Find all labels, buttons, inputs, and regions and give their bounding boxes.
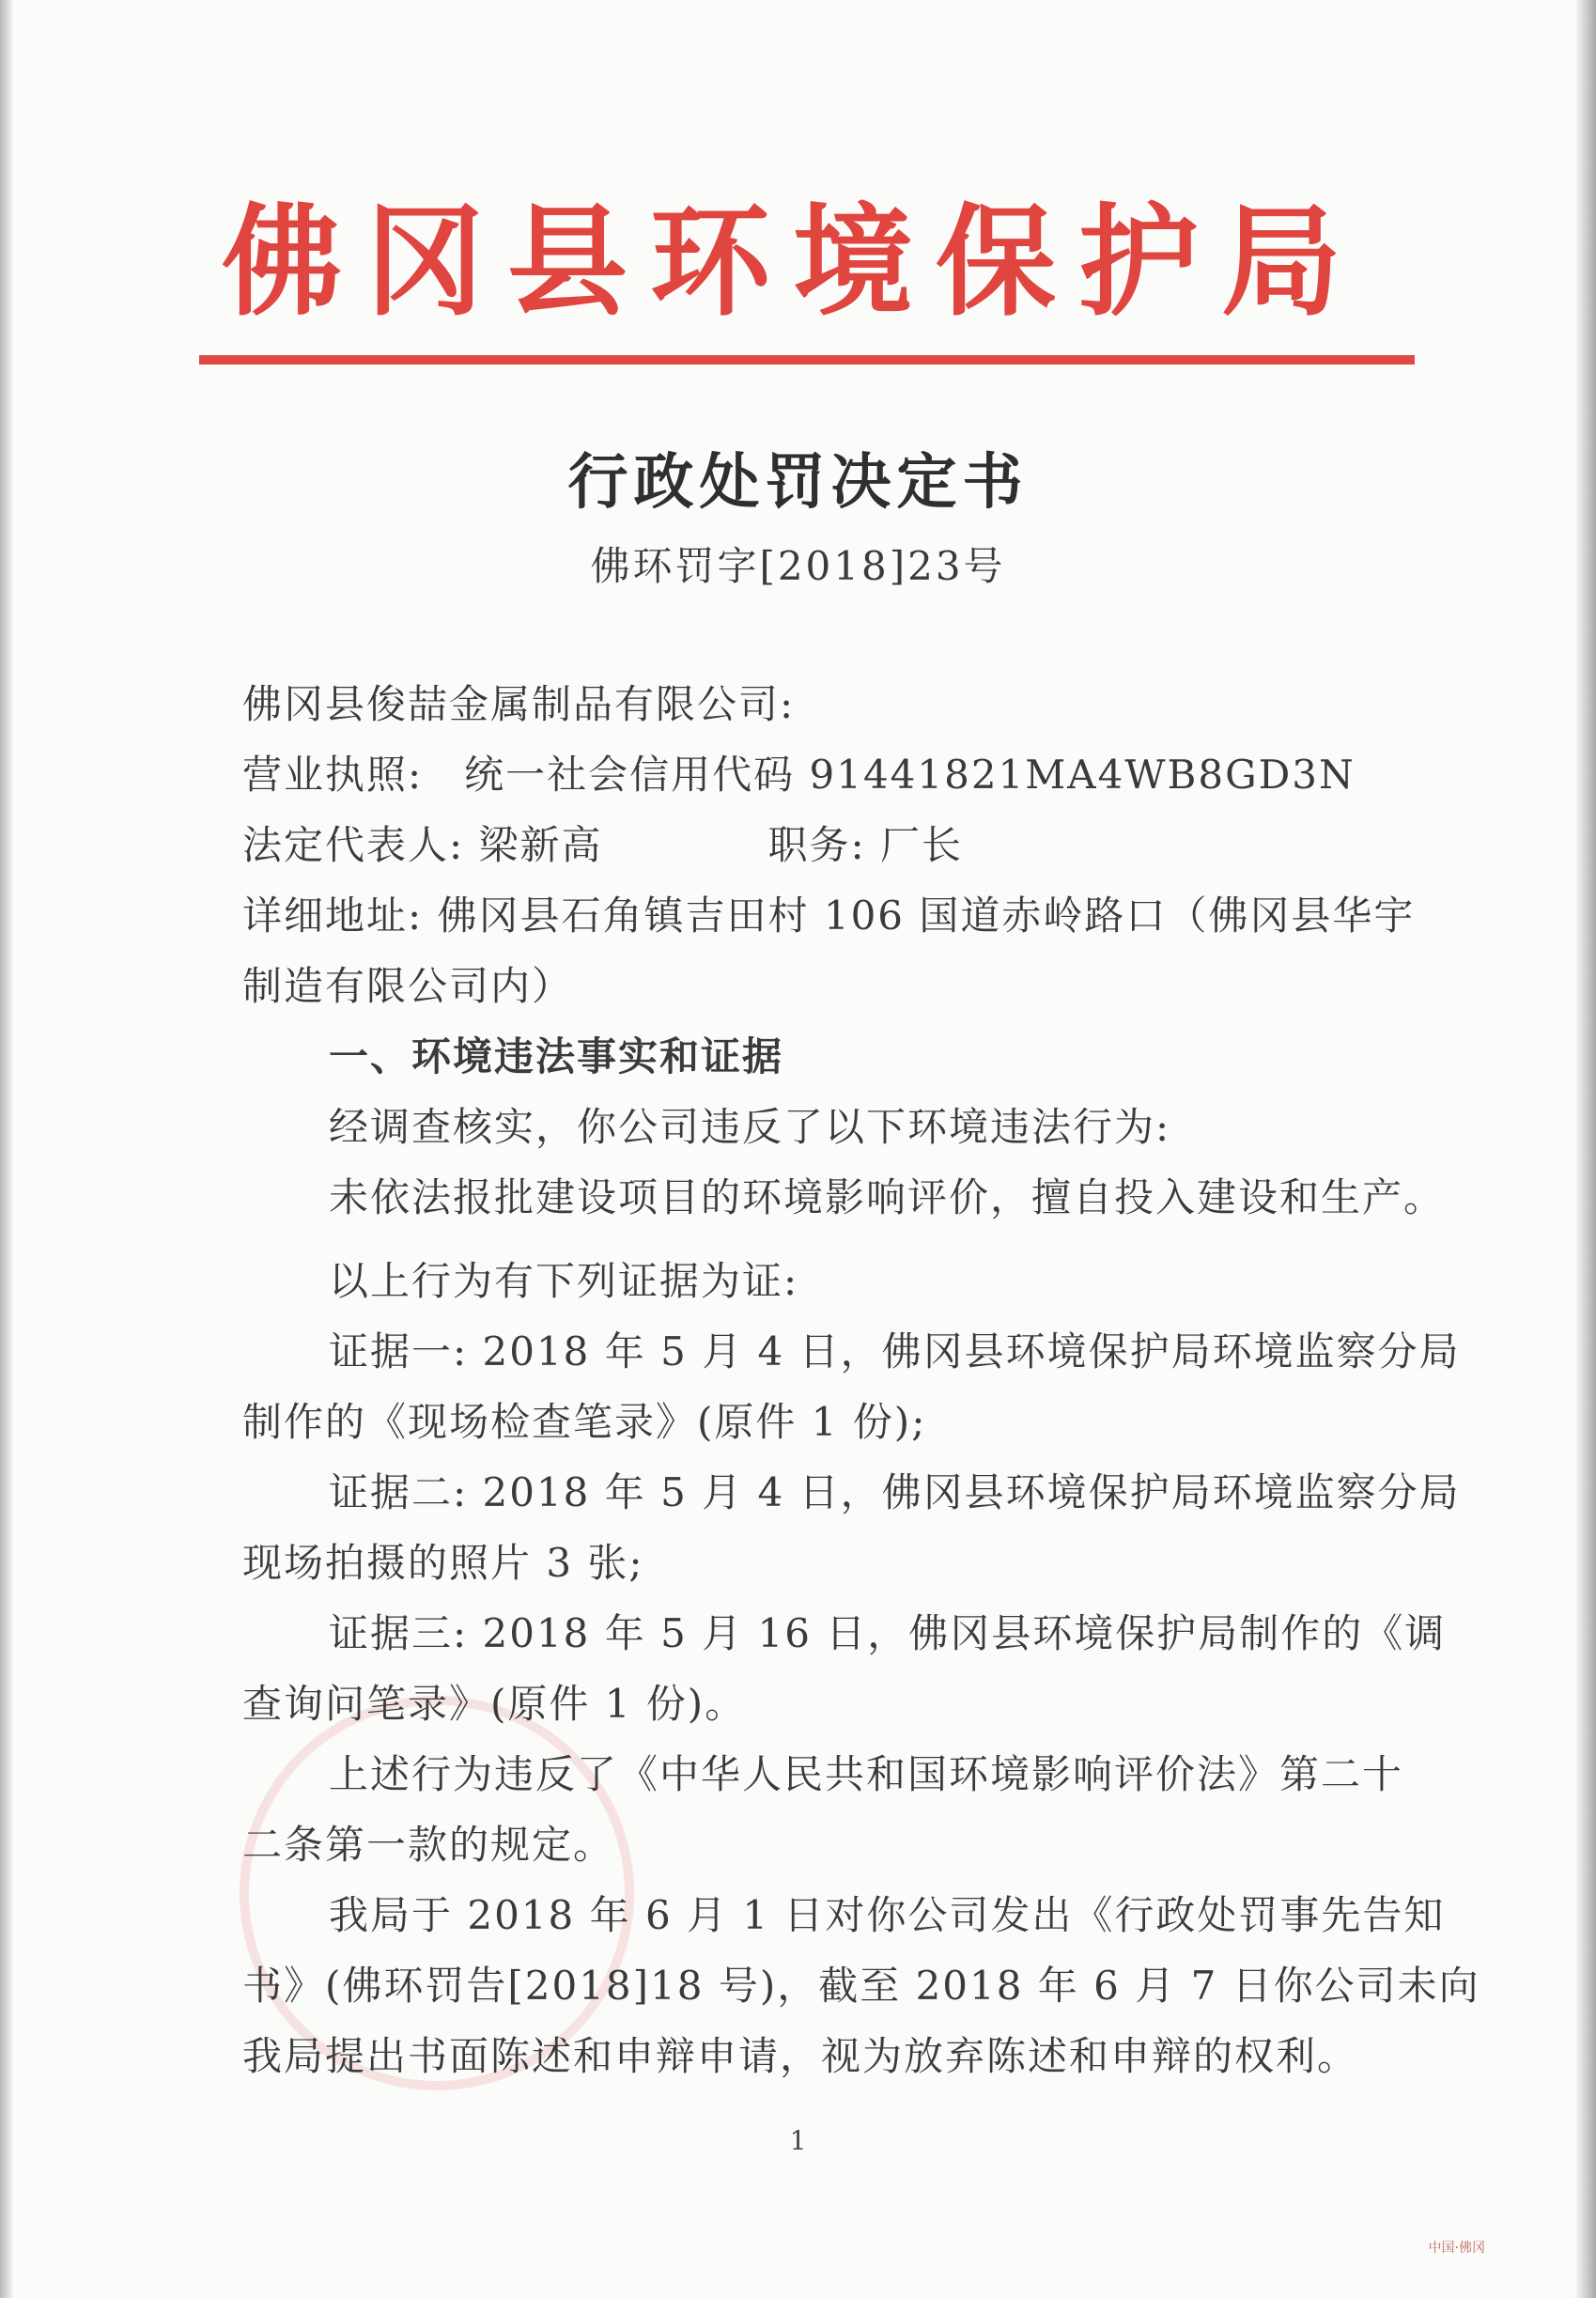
violation-line-1: 上述行为违反了《中华人民共和国环境影响评价法》第二十 — [329, 1751, 1404, 1797]
notice-line-1: 我局于 2018 年 6 月 1 日对你公司发出《行政处罚事先告知 — [329, 1892, 1446, 1938]
business-license-line: 营业执照: 统一社会信用代码 91441821MA4WB8GD3N — [242, 752, 1356, 798]
violation-line-2: 二条第一款的规定。 — [242, 1822, 615, 1868]
letterhead-title: 佛冈县环境保护局 — [221, 193, 1364, 333]
recipient-line: 佛冈县俊喆金属制品有限公司: — [242, 681, 796, 727]
paragraph-line: 未依法报批建设项目的环境影响评价，擅自投入建设和生产。 — [329, 1174, 1446, 1220]
letterhead-red-rule — [199, 355, 1415, 365]
legal-representative-line: 法定代表人: 梁新高 职务: 厂长 — [242, 822, 964, 868]
notice-line-2: 书》(佛环罚告[2018]18 号)，截至 2018 年 6 月 7 日你公司未向 — [242, 1963, 1480, 2009]
page-number: 1 — [789, 2125, 807, 2156]
notice-line-3: 我局提出书面陈述和申辩申请，视为放弃陈述和申辩的权利。 — [242, 2033, 1359, 2079]
section-heading-facts-evidence: 一、环境违法事实和证据 — [329, 1033, 784, 1079]
scan-edge-right — [1575, 0, 1596, 2298]
evidence-three-line-1: 证据三: 2018 年 5 月 16 日，佛冈县环境保护局制作的《调 — [329, 1610, 1447, 1656]
address-line-2: 制造有限公司内） — [242, 963, 574, 1009]
address-line-1: 详细地址: 佛冈县石角镇吉田村 106 国道赤岭路口（佛冈县华宇 — [242, 893, 1416, 939]
paragraph-line: 以上行为有下列证据为证: — [329, 1258, 799, 1304]
paragraph-line: 经调查核实，你公司违反了以下环境违法行为: — [329, 1104, 1171, 1150]
corner-watermark: 中国·佛冈 — [1428, 2241, 1485, 2256]
scan-edge-left — [0, 0, 13, 2298]
evidence-two-line-1: 证据二: 2018 年 5 月 4 日，佛冈县环境保护局环境监察分局 — [329, 1469, 1461, 1515]
evidence-one-line-1: 证据一: 2018 年 5 月 4 日，佛冈县环境保护局环境监察分局 — [329, 1328, 1461, 1374]
evidence-three-line-2: 查询问笔录》(原件 1 份)。 — [242, 1681, 747, 1727]
evidence-one-line-2: 制作的《现场检查笔录》(原件 1 份); — [242, 1399, 927, 1445]
document-number: 佛环罚字[2018]23号 — [590, 543, 1006, 589]
evidence-two-line-2: 现场拍摄的照片 3 张; — [242, 1540, 644, 1586]
document-title: 行政处罚决定书 — [567, 447, 1029, 518]
